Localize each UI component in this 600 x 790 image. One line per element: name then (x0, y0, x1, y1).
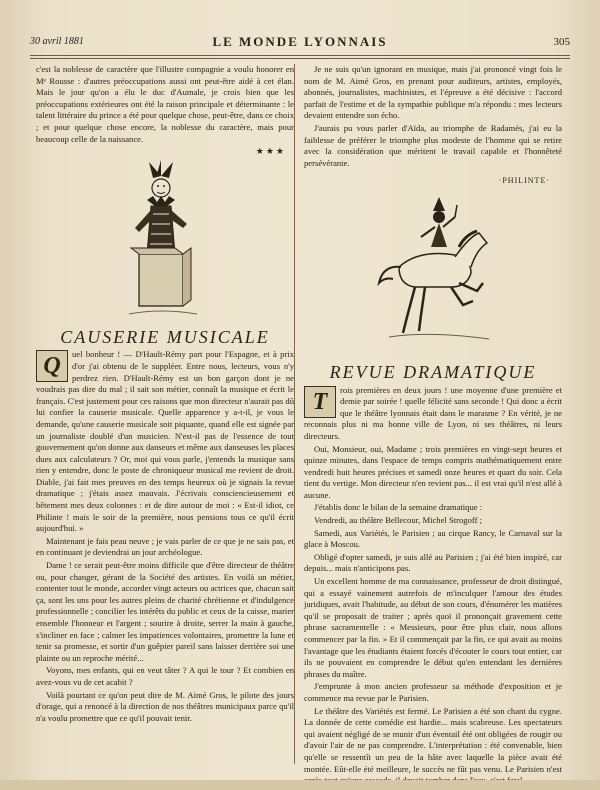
dropcap-t: T (304, 386, 336, 418)
causerie-lead-text: uel bonheur ! — D'Hault-Rémy part pour l'Espagne, et à prix d'or j'ai obtenu de le suppléer. Entre nous, lecteurs, vous n'y perdrez rien. D'Hault-Rémy est un bon garçon dont je ne voudrais pas dire du mal ; il sait son métier, connaît la musique et écrit le français. C'est justement pour ces raisons que mon directeur n'aurait pas dû lui confier la causerie musicale. Quelle apparence y a-t-il, je vous le demande, qu'une causerie musicale soit piquante, quand elle est signée par un journaliste doublé d'un musicien. N'est-il pas de l'essence de tout gouvernement qu'on donne aux danseurs et même aux danseuses les places dues aux calculateurs ? Or, moi qui vous parle, j'entends la musique sans rien y entendre, donc le poste de chroniqueur musical me revient de droit. Diable, j'ai fait mes preuves en des temps heureux où je signais la revue dramatique ; j'étais assez mauvais. J'écrivais consciencieusement et bêtement mes deux colonnes : et de dire autour de moi : « Est-il idiot, ce Philinte ! mais le soir de la première, nous pensions tous ce qu'il écrit aujourd'hui. » (36, 349, 294, 534)
revue-paragraph: Obligé d'opter samedi, je suis allé au Parisien ; j'ai été bien inspiré, car depuis... mais n'anticipons pas. (304, 551, 562, 574)
revue-paragraph: Vendredi, au théâtre Bellecour, Michel Strogoff ; (314, 515, 482, 526)
revue-lead-paragraph (304, 385, 562, 443)
causerie-paragraph: Dame ! ce serait peut-être moins difficile que d'être directeur de théâtre ou, pour changer, gérant de la Société des artistes. En voilà un métier, contenter tout le monde, accorder vingt acteurs ou actrices que, chacun sait ça, sont les uns pour les autres pleins de charité chrétienne et d'indulgence professionnelle ; concilier les intérêts du public et ceux de la caisse, marier ensemble l'honneur et l'argent ; sourire à droite, serrer la main à gauche, s'incliner en face ; calmer les impatiences volontaires, promettre la lune et tenir sa promesse, et sortir d'un guêpier pareil sans laisser derrière soi une plainte ou un reproche mérité... (36, 560, 294, 663)
page-number: 305 (553, 36, 570, 48)
revue-paragraph: Le théâtre des Variétés est fermé. Le Parisien a été son chant du cygne. La donnée de cette comédie est hardie... mais scabreuse. Les spectateurs qui avaient négligé de se munir d'un éventail été ont obligées de rougir ou d'avoir l'air de ne pas comprendre. L'interprétation : été convenable, bien qu'elle se ressentît un peu de la hâte avec laquelle la pièce avait été montée. Eût-elle été meilleure, le succès ne fût pas venu. Le Parisien n'est (304, 705, 562, 774)
header-rule (30, 55, 570, 59)
issue-date: 30 avril 1881 (30, 36, 84, 47)
revue-lead-text: rois premières en deux jours ! une moyenne d'une première et demie par soirée ! quelle félicité sans seconde ! Qui donc a écrit que le théâtre lyonnais était dans le marasme ? En vérité, je ne reconnais plus ni ma bonne ville de Lyon, ni ses théâtres, ni leurs directeurs. (304, 384, 562, 441)
causerie-lead-paragraph (36, 349, 294, 535)
causerie-paragraph: Voyons, mes enfants, qui en veut tâter ? A qui le tour ? Et combien en avez-vous vu de cet acabit ? (36, 665, 294, 687)
right-intro-paragraph: J'aurais pu vous parler d'Aïda, au triomphe de Radamès, j'ai eu la faiblesse de préférer le triomphe plus modeste de l'homme qui se retire avec la considération que méritent le travail capable et l'honnêteté persévérante. (304, 122, 562, 168)
causerie-title: CAUSERIE MUSICALE (60, 326, 270, 347)
rider-on-horse-image (359, 187, 509, 357)
dropcap-q: Q (36, 350, 68, 382)
revue-paragraph: Samedi, aux Variétés, le Parisien ; au cirque Rancy, le Carnaval sur la glace à Moscou. (304, 527, 562, 550)
causerie-paragraph: Maintenant je fais peau neuve ; je vais parler de ce que je ne sais pas, et en continuant je deviendrai un jour archéologue. (36, 535, 294, 558)
revue-title: REVUE DRAMATIQUE (329, 361, 537, 382)
revue-paragraph: Oui, Monsieur, oui, Madame ; trois premières en vingt-sept heures et quinze minutes, dans l'espace de temps compris mathématiquement entre vendredi huit heures précises et samedi onze heures et quart du soir. Cela tient du vertige. Mon directeur n'en revient pas... il est vrai qu'il n'est allé à aucune. (304, 443, 562, 500)
right-column (304, 64, 562, 774)
page-header (30, 34, 570, 52)
revue-paragraph: Un excellent homme de ma connaissance, professeur de droit distingué, qui a essayé vainement autrefois de m'inculquer l'amour des études juridiques, avait l'habitude, au début de son cours, d'énumérer les matières qu'il se proposait de traiter ; après quoi il prononçait gravement cette phrase sacramentelle : « Messieurs, pour être plus clair, nous allons commencer par la fin. » Et il commençait par la fin, ce qui avait au moins l'avantage que les étudiants étaient forcés d'écouter le cours tout entier, car ils ne pouvaient en comprendre le début qu'en entendant les dernières phrases du maître. (304, 576, 562, 679)
horse-illustration (304, 187, 562, 365)
causerie-paragraph: Voilà pourtant ce qu'on peut dire de M. Aimé Gros, le pilote des jours d'orage, qui a renoncé à la direction de nos théâtres municipaux parce qu'il n'a voulu promettre que ce qu'il pouvait tenir. (36, 689, 294, 723)
right-intro-paragraph: Je ne suis qu'un ignorant en musique, mais j'ai prononcé vingt fois le nom de M. Aimé Gros, en prenant pour auditeurs, artistes, employés, abonnés, journalistes, machinistes, et l'épreuve a été décisive : l'accord parfait de l'estime et de la sympathie publique m'a répondu : mes lecteurs devaient entendre son écho. (304, 64, 562, 121)
signature: ·PHILINTE· (498, 176, 550, 186)
revue-paragraph: J'emprunte à mon ancien professeur sa méthode d'exposition et je commence ma revue par le Parisien. (304, 681, 562, 703)
left-intro-paragraph: c'est la noblesse de caractère que l'illustre compagnie a voulu honorer en Mᵉ Rousse : d'autres préoccupations aussi ont peut-être aidé à cet élan. Mais le jour qu'on a élu le duc d'Aumale, je crois bien que les préoccupations extérieures ont été la raison principale et déterminante : le talent littéraire du prince a été pour quelque chose, peut-être, dans ce choix ; et pour quelque chose encore, la noblesse du caractère, mais pour beaucoup celle de la naissance. (36, 64, 294, 144)
section-stars: ★★★ (255, 146, 286, 157)
column-divider (294, 64, 295, 764)
revue-paragraph: J'établis donc le bilan de la semaine dramatique : (314, 502, 483, 513)
page-bottom-edge (0, 780, 600, 790)
jester-illustration (36, 158, 294, 330)
left-column (36, 64, 294, 764)
jester-in-box-image (101, 158, 221, 328)
journal-title: LE MONDE LYONNAIS (212, 34, 388, 49)
